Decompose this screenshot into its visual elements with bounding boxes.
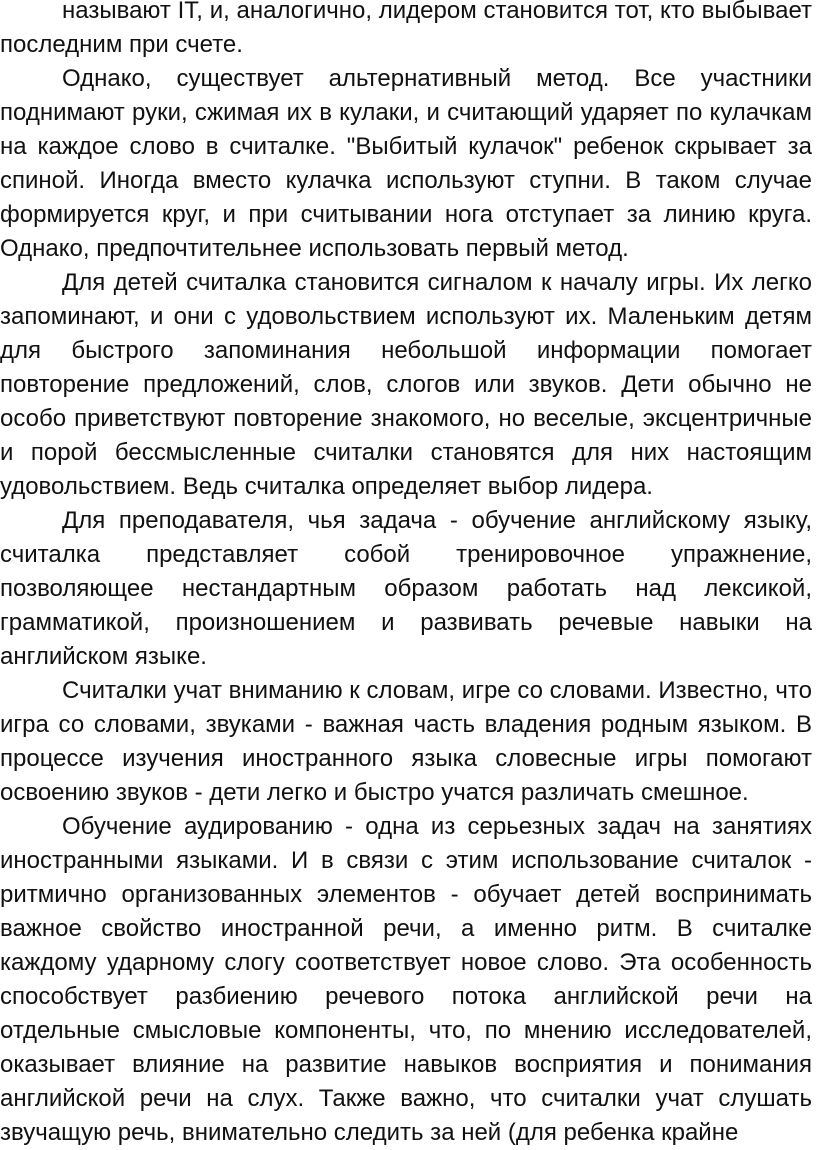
paragraph-listening-training: Обучение аудированию - одна из серьезных задач на занятиях иностранными языками. И в связи с этим использование считалок - ритмично организованных элементов - обучает детей воспринимать важное свойство иностранной речи, а именно ритм. В считалке каждому ударному слогу соответствует новое слово. Эта особенность способствует разбиению речевого потока английской речи на отдельные смысловые компоненты, что, по мнению исследователей, оказывает влияние на развитие навыков восприятия и понимания английской речи на слух. Также важно, что считалки учат слушать звучащую речь, внимательно следить за ней (для ребенка крайне (0, 813, 812, 1146)
paragraph-continuation: называют IT, и, аналогично, лидером становится тот, кто выбывает последним при счете. (0, 0, 812, 58)
paragraph-word-games: Считалки учат вниманию к словам, игре со словами. Известно, что игра со словами, звуками - важная часть владения родным языком. В процессе изучения иностранного языка словесные игры помогают освоению звуков - дети легко и быстро учатся различать смешное. (0, 677, 812, 806)
paragraph-teacher-exercise: Для преподавателя, чья задача - обучение английскому языку, считалка представляет собой тренировочное упражнение, позволяющее нестандартным образом работать над лексикой, грамматикой, произношением и развивать речевые навыки на английском языке. (0, 507, 812, 670)
paragraph-children-signal: Для детей считалка становится сигналом к началу игры. Их легко запоминают, и они с удовольствием используют их. Маленьким детям для быстрого запоминания небольшой информации помогает повторение предложений, слов, слогов или звуков. Дети обычно не особо приветствуют повторение знакомого, но веселые, эксцентричные и порой бессмысленные считалки становятся для них настоящим удовольствием. Ведь считалка определяет выбор лидера. (0, 269, 812, 500)
paragraph-alternative-method: Однако, существует альтернативный метод. Все участники поднимают руки, сжимая их в кулаки, и считающий ударяет по кулачкам на каждое слово в считалке. "Выбитый кулачок" ребенок скрывает за спиной. Иногда вместо кулачка используют ступни. В таком случае формируется круг, и при считывании нога отступает за линию круга. Однако, предпочтительнее использовать первый метод. (0, 65, 812, 262)
